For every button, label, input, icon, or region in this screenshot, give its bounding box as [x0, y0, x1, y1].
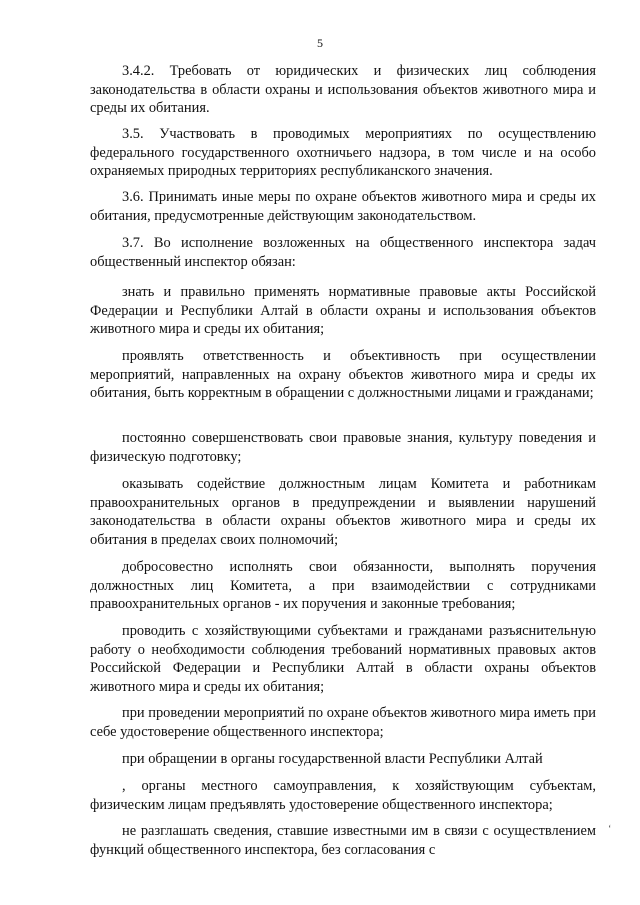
- paragraph-3-4-2: 3.4.2. Требовать от юридических и физических лиц соблюдения законодательства в области охраны и использования объектов животного мира и среды их обитания.: [90, 63, 596, 116]
- paragraph-3-7: 3.7. Во исполнение возложенных на общественного инспектора задач общественный инспектор обязан:: [90, 235, 596, 270]
- duty-responsibility: проявлять ответственность и объективность при осуществлении мероприятий, направленных на охрану объектов животного мира и среды их обитания, быть корректным в обращении с должностными лицами и гражданами;: [90, 348, 596, 401]
- duty-present-id-others: , органы местного самоуправления, к хозяйствующим субъектам, физическим лицам предъявлять удостоверение общественного инспектора;: [90, 778, 596, 813]
- scan-mark: ‘: [608, 824, 612, 835]
- paragraph-3-5: 3.5. Участвовать в проводимых мероприятиях по осуществлению федерального государственного охотничьего надзора, в том числе и на особо охраняемых природных территориях республиканского значения.: [90, 126, 596, 179]
- duty-non-disclosure: не разглашать сведения, ставшие известными им в связи с осуществлением функций общественного инспектора, без согласования с: [90, 823, 596, 858]
- duty-present-id-state: при обращении в органы государственной власти Республики Алтай: [122, 751, 543, 767]
- duty-explanatory-work: проводить с хозяйствующими субъектами и гражданами разъяснительную работу о необходимости соблюдения требований нормативных правовых актов Российской Федерации и Республики Алтай в области охраны объектов животного мира и среды их обитания;: [90, 623, 596, 695]
- duty-fulfil-orders: добросовестно исполнять свои обязанности, выполнять поручения должностных лиц Комитета, а при взаимодействии с сотрудниками правоохранительных органов - их поручения и законные требования;: [90, 559, 596, 612]
- duty-carry-id: при проведении мероприятий по охране объектов животного мира иметь при себе удостоверение общественного инспектора;: [90, 705, 596, 740]
- duty-self-improvement: постоянно совершенствовать свои правовые знания, культуру поведения и физическую подготовку;: [90, 430, 596, 465]
- paragraph-3-6: 3.6. Принимать иные меры по охране объектов животного мира и среды их обитания, предусмотренные действующим законодательством.: [90, 189, 596, 224]
- duty-assist-officials: оказывать содействие должностным лицам Комитета и работникам правоохранительных органов в предупреждении и выявлении нарушений законодательства в области охраны объектов животного мира и среды их обитания в пределах своих полномочий;: [90, 476, 596, 548]
- page-number: 5: [317, 36, 323, 50]
- duty-know-laws: знать и правильно применять нормативные правовые акты Российской Федерации и Республики Алтай в области охраны и использования объектов животного мира и среды их обитания;: [90, 284, 596, 337]
